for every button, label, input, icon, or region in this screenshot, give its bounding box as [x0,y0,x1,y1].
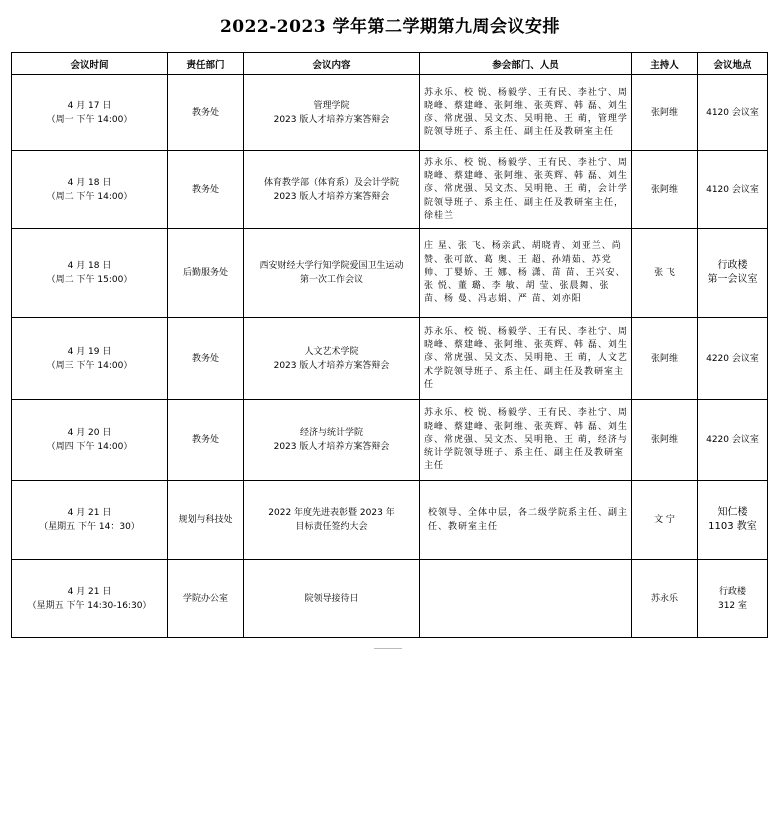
header-meeting-time: 会议时间 [12,53,168,75]
content-line-1: 体育教学部（体育系）及会计学院 [263,177,399,188]
meeting-date: 4 月 18 日 [67,177,112,188]
meeting-time: （星期五 下午 14:30-16:30） [27,600,152,611]
location-line-1: 4120 会议室 [706,107,759,118]
location-cell [698,75,768,151]
meeting-date: 4 月 19 日 [67,346,112,357]
content-cell [244,481,420,560]
content-line-2: 2023 版人才培养方案答辩会 [273,114,390,125]
location-line-1: 4220 会议室 [706,435,759,445]
participants-cell: 苏永乐、校 锐、杨毅学、王有民、李社宁、周晓峰、蔡建峰、张阿维、张英辉、韩 磊、刘生彦、常虎强、吴文杰、吴明艳、王 萌，经济与统计学院领导班子、系主任、副主任及教研室主任 [420,400,632,481]
content-line-2: 2023 版人才培养方案答辩会 [273,191,390,202]
participants-cell: 苏永乐、校 锐、杨毅学、王有民、李社宁、周晓峰、蔡建峰、张阿维、张英辉、韩 磊、刘生彦、常虎强、吴文杰、吴明艳、王 萌，人文艺术学院领导班子、系主任、副主任及教研室主任 [420,318,632,400]
meeting-time-cell [12,318,168,400]
location-cell [698,400,768,481]
location-line-1: 知仁楼 [717,507,748,518]
header-department: 责任部门 [168,53,244,75]
department-cell: 教务处 [168,318,244,400]
location-cell [698,229,768,318]
meeting-time: （周一 下午 14:00） [46,114,133,125]
table-row [12,481,768,560]
content-line-1: 院领导接待日 [304,593,359,604]
table-row [12,400,768,481]
header-row [12,53,768,75]
content-cell [244,229,420,318]
location-line-1: 4120 会议室 [706,184,759,195]
table-row [12,75,768,151]
host-cell: 张阿维 [632,75,698,151]
host-cell: 张阿维 [632,400,698,481]
meeting-time-cell [12,481,168,560]
department-cell: 规划与科技处 [168,481,244,560]
location-line-1: 4220 会议室 [706,353,759,364]
location-line-1: 行政楼 [717,260,748,271]
content-line-1: 管理学院 [313,100,350,111]
host-cell: 张 飞 [632,229,698,318]
content-line-2: 目标责任签约大会 [295,522,368,532]
participants-cell: 苏永乐、校 锐、杨毅学、王有民、李社宁、周晓峰、蔡建峰、张阿维、张英辉、韩 磊、刘生彦、常虎强、吴文杰、吴明艳、王 萌，会计学院领导班子、系主任、副主任及教研室主任，徐桂兰 [420,151,632,229]
content-line-1: 人文艺术学院 [304,346,359,357]
header-content: 会议内容 [244,53,420,75]
header-host: 主持人 [632,53,698,75]
meeting-date: 4 月 20 日 [67,428,112,438]
host-cell: 文 宁 [632,481,698,560]
content-cell [244,75,420,151]
location-cell [698,151,768,229]
content-cell [244,400,420,481]
header-participants: 参会部门、人员 [420,53,632,75]
location-line-2: 第一会议室 [707,274,758,285]
meeting-time-cell [12,560,168,638]
meeting-time: （周二 下午 15:00） [46,275,133,285]
table-row [12,318,768,400]
participants-cell: 校领导、全体中层，各二级学院系主任、副主任、教研室主任 [420,481,632,560]
meeting-date: 4 月 17 日 [67,100,112,111]
content-line-1: 经济与统计学院 [299,428,363,438]
content-line-1: 西安财经大学行知学院爱国卫生运动 [259,261,404,271]
content-line-2: 2023 版人才培养方案答辩会 [273,360,390,371]
meeting-date: 4 月 21 日 [67,586,112,597]
host-cell: 苏永乐 [632,560,698,638]
meeting-time-cell [12,151,168,229]
content-line-2: 第一次工作会议 [299,275,363,285]
meeting-time-cell [12,400,168,481]
page-title: 2022-2023 学年第二学期第九周会议安排 [219,17,561,37]
table-row [12,151,768,229]
content-line-2: 2023 版人才培养方案答辩会 [273,442,390,452]
divider [374,648,402,649]
meeting-time-cell [12,229,168,318]
meeting-time: （周二 下午 14:00） [46,191,133,202]
location-line-1: 行政楼 [718,586,746,597]
participants-cell: 庄 星、张 飞、杨亲武、胡晓青、刘亚兰、尚 赞、张可歆、葛 奥、王 超、孙靖茹、苏党帅、丁婴娇、王 娜、杨 潇、苗 苗、王兴安、张 悦、董 璐、李 敏、胡 莹、张晨舞、张 苗、杨 曼、冯志娟、严 苗、刘亦阳 [420,229,632,318]
meeting-time: （周四 下午 14:00） [46,442,133,452]
department-cell: 学院办公室 [168,560,244,638]
location-cell [698,318,768,400]
department-cell: 后勤服务处 [168,229,244,318]
location-line-2: 312 室 [717,600,748,611]
table-row [12,229,768,318]
host-cell: 张阿维 [632,151,698,229]
participants-cell: 苏永乐、校 锐、杨毅学、王有民、李社宁、周晓峰、蔡建峰、张阿维、张英辉、韩 磊、刘生彦、常虎强、吴文杰、吴明艳、王 萌，管理学院领导班子、系主任、副主任及教研室主任 [420,75,632,151]
host-cell: 张阿维 [632,318,698,400]
department-cell: 教务处 [168,75,244,151]
content-cell [244,560,420,638]
location-cell [698,560,768,638]
meeting-date: 4 月 18 日 [67,261,112,271]
location-line-2: 1103 教室 [708,521,757,532]
meeting-date: 4 月 21 日 [67,508,112,518]
content-line-1: 2022 年度先进表彰暨 2023 年 [268,508,395,518]
header-location: 会议地点 [698,53,768,75]
department-cell: 教务处 [168,400,244,481]
meeting-time-cell [12,75,168,151]
meeting-schedule-table [11,52,768,638]
meeting-time: （星期五 下午 14：30） [39,522,140,532]
department-cell: 教务处 [168,151,244,229]
content-cell [244,318,420,400]
location-cell [698,481,768,560]
meeting-time: （周三 下午 14:00） [46,360,133,371]
table-row [12,560,768,638]
content-cell [244,151,420,229]
participants-cell [420,560,632,638]
